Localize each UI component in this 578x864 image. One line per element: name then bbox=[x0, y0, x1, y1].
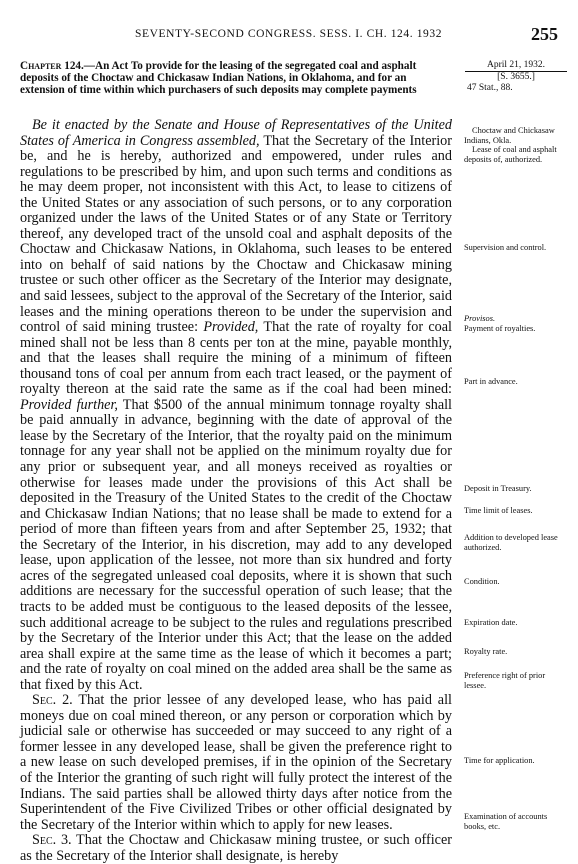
section-1-paragraph bbox=[20, 118, 452, 693]
margin-note-supervision: Supervision and control. bbox=[464, 243, 547, 252]
proviso-2: Provided further, bbox=[20, 396, 118, 413]
chapter-reference bbox=[465, 60, 567, 94]
statute-citation: 47 Stat., 88. bbox=[467, 83, 513, 93]
section-1-text-c: That $500 of the annual minimum tonnage royalty shall be paid annually in advance, beginning with the date of approval of the lease by the Secretary of the Interior, that the royalty paid on the minimum tonnage for any year shall not be applied on the minimum royalty due for any prior or subsequent year, and all moneys received as royalties or otherwise for leases made under the provisions of this Act shall be deposited in the Treasury of the United States to the credit of the Choctaw and Chickasaw Indian Nations; that no lease shall be made to extend for a period of more than fifteen years from and after September 25, 1932; that the Secretary of the Interior, in his discretion, may add to any developed lease, upon application of the lessee, not more than six hundred and forty acres of the segregated unleased coal deposits, where it is shown that such additions are necessary for the successful operation of such lease; that the tracts to be added must be contiguous to the leased deposits of the lessee, such additional acreage to be subject to the rules and regulations prescribed by the Secretary of the Interior under this Act; that the lease on the added area shall expire at the same time as the lease of which it becomes a part; and the rate of royalty on coal mined on the added area shall be the same as that fixed by this Act. bbox=[20, 396, 452, 693]
margin-note-provisos: Provisos. bbox=[464, 314, 496, 323]
section-1-text-b: That the rate of royalty for coal mined shall not be less than 8 cents per ton at the mine, payable monthly, and that the leases shall require the mining of a minimum of fifteen thousand tons of coal per annum from each tract leased, or the payment of royalty thereon at the said rate the same as if the coal had been mined: bbox=[20, 319, 452, 398]
margin-note-royalty-rate: Royalty rate. bbox=[464, 647, 508, 656]
running-header bbox=[20, 24, 558, 44]
margin-note-condition: Condition. bbox=[464, 577, 500, 586]
running-title: SEVENTY-SECOND CONGRESS. SESS. I. CH. 124. 1932 bbox=[135, 28, 443, 40]
margin-note-expiration: Expiration date. bbox=[464, 618, 518, 627]
section-2-text: That the prior lessee of any developed lease, who has paid all moneys due on coal mined thereon, or any person or corporation which by judicial sale or otherwise has succeeded or may succeed to any right of a former lessee in any developed lease, shall be given the preference right to a new lease on such developed premises, if in the opinion of the Secretary of the Interior the granting of such right will fully protect the interest of the Indians. The said parties shall be allowed thirty days after notice from the Superintendent of the Five Civilized Tribes or other official designated by the Secretary of the Interior within which to apply for new leases. bbox=[20, 692, 452, 833]
chapter-heading bbox=[20, 60, 452, 97]
margin-note-application-time: Time for application. bbox=[464, 756, 535, 765]
bill-number: [S. 3655.] bbox=[497, 72, 535, 82]
margin-note-advance: Part in advance. bbox=[464, 377, 518, 386]
margin-note-lease: Lease of coal and asphalt deposits of, authorized. bbox=[464, 145, 557, 164]
margin-note-royalties: Provisos. Payment of royalties. bbox=[464, 314, 568, 333]
proviso-1: Provided, bbox=[203, 319, 259, 336]
chapter-title: 124.—An Act To provide for the leasing of the segregated coal and asphalt deposits of the Choctaw and Chickasaw Indian Nations, in Oklahoma, and for an extension of time within which purchasers of such deposits may complete payments bbox=[20, 60, 417, 97]
act-body bbox=[20, 118, 452, 864]
enacting-clause: Be it enacted by the Senate and House of Representatives of the United States of America in Congress assembled, bbox=[20, 117, 452, 149]
page-number: 255 bbox=[531, 24, 558, 44]
margin-note-time-limit: Time limit of leases. bbox=[464, 506, 533, 515]
section-2-paragraph bbox=[20, 693, 452, 833]
margin-note-deposit: Deposit in Treasury. bbox=[464, 484, 532, 493]
margin-note-examination: Examination of accounts books, etc. bbox=[464, 812, 548, 831]
margin-note-addition: Addition to developed lease authorized. bbox=[464, 533, 558, 552]
section-3-text: That the Choctaw and Chickasaw mining trustee, or such officer as the Secretary of the Interior shall designate, is hereby bbox=[20, 832, 453, 864]
section-3-paragraph bbox=[20, 833, 452, 864]
section-1-text-a: That the Secretary of the Interior be, and he is hereby, authorized and empowered, under rules and regulations to be prescribed by him, and upon such terms and conditions as he may deem proper, not inconsistent with this Act, to lease to citizens of the United States or any association of such persons, or to any corporation organized under the laws of the United States or of any State or Territory thereof, any developed tract of the unsold coal and asphalt deposits of the Choctaw and Chickasaw Nations, in Oklahoma, such leases to be entered into on behalf of said nations by the Choctaw and Chickasaw mining trustee or such other officer as the Secretary of the Interior may designate, and said lessees, subject to the approval of the Secretary of the Interior, said leases and the mining operations thereon to be under the supervision and control of said mining trustee: bbox=[20, 132, 452, 336]
chapter-label: Chapter bbox=[20, 60, 62, 72]
enactment-date: April 21, 1932. bbox=[465, 60, 567, 72]
section-2-label: Sec. 2. bbox=[32, 692, 73, 709]
margin-note-preference: Preference right of prior lessee. bbox=[464, 671, 546, 690]
section-3-label: Sec. 3. bbox=[32, 832, 72, 849]
margin-note-choctaw: Choctaw and Chickasaw Indians, Okla. Lease of coal and asphalt deposits of, authorized. bbox=[464, 126, 568, 164]
